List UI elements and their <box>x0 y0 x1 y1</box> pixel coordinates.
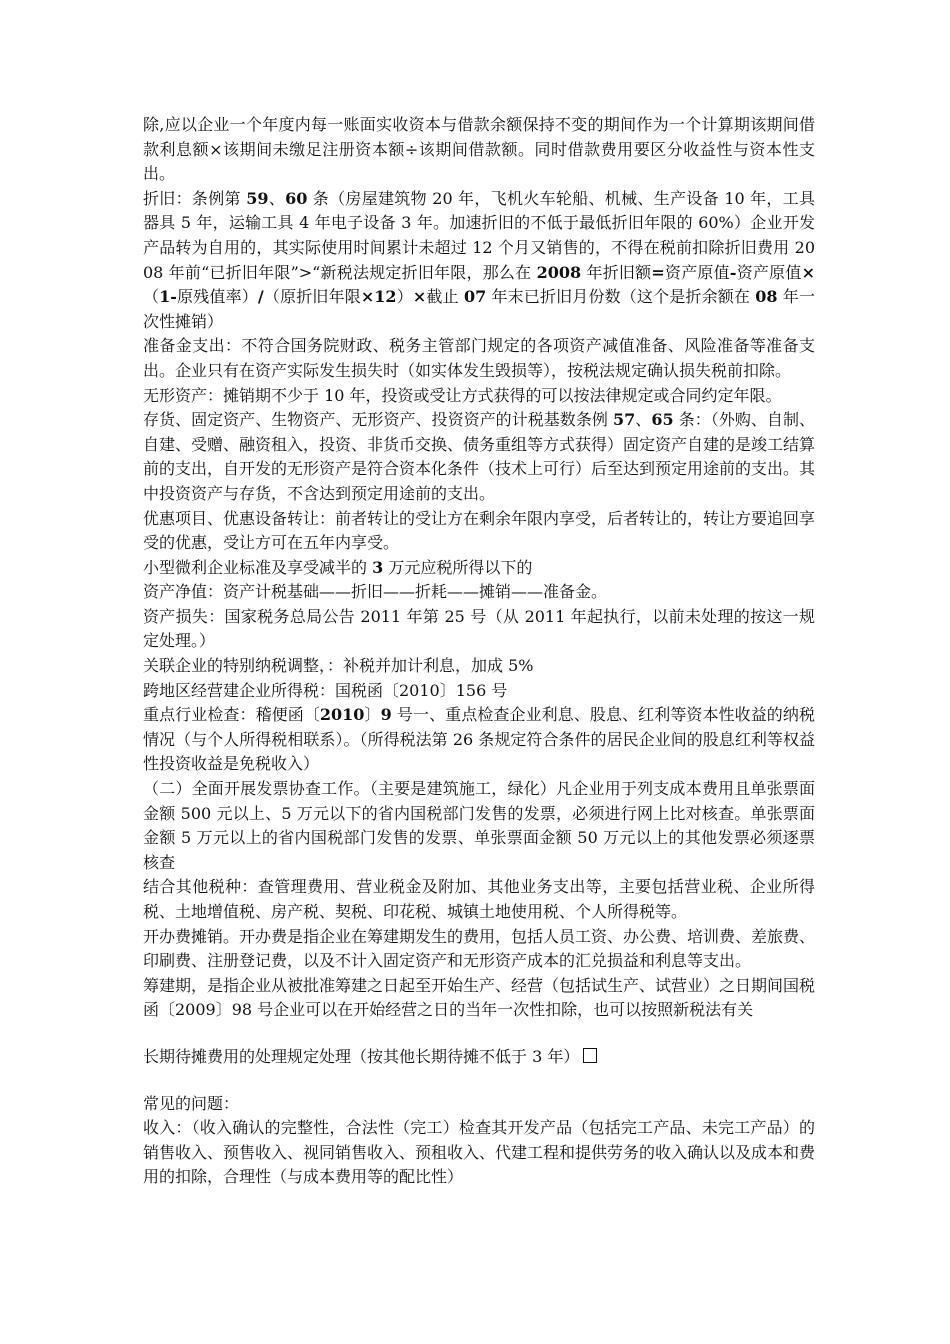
text-run: 优惠项目、优惠设备转让：前者转让的受让方在剩余年限内享受，后者转让的，转让方要追回享受的优惠，受让方可在五年内享受。 <box>143 508 816 553</box>
paragraph <box>143 408 815 506</box>
bold-text: × <box>412 287 427 307</box>
text-run: ） <box>396 287 413 307</box>
text-run: 条：（外购、自制、自建、受赠、融资租入，投资、非货币交换、债务重组等方式获得）固定资产自建的是竣工结算前的支出，自开发的无形资产是符合资本化条件（技术上可行）后至达到预定用途前的支出。其中投资资产与存货，不含达到预定用途前的支出。 <box>143 410 816 503</box>
paragraph-gap <box>143 1070 815 1092</box>
bold-text: - <box>729 262 737 282</box>
paragraph <box>143 974 815 1023</box>
text-run: 收入：（收入确认的完整性，合法性（完工）检查其开发产品（包括完工产品、未完工产品）的销售收入、预售收入、视同销售收入、预租收入、代建工程和提供劳务的收入确认以及成本和费用的扣除，合理性（与成本费用等的配比性） <box>143 1118 816 1187</box>
text-run: 常见的问题： <box>143 1093 240 1113</box>
text-run: 除,应以企业一个年度内每一账面实收资本与借款余额保持不变的期间作为一个计算期该期间借款利息额×该期间未缴足注册资本额÷该期间借款额。同时借款费用要区分收益性与资本性支出。 <box>143 115 815 184</box>
text-run: 重点行业检查：稽便函〔 <box>143 705 320 725</box>
text-run: 小型微利企业标准及享受减半的 <box>143 557 373 577</box>
bold-text: 08 <box>755 287 778 307</box>
text-run: 跨地区经营建企业所得税：国税函〔2010〕156 号 <box>143 680 508 700</box>
text-run: （原折旧年限 <box>263 287 361 307</box>
text-run: 、 <box>635 410 652 430</box>
bold-text: 9 <box>380 705 392 725</box>
bold-text: 2008 <box>536 262 582 282</box>
checkbox-square-icon <box>583 1048 597 1063</box>
document-body <box>143 113 815 1190</box>
paragraph <box>143 703 815 777</box>
paragraph <box>143 334 815 383</box>
paragraph <box>143 777 815 875</box>
text-run: 无形资产：摊销期不少于 10 年，投资或受让方式获得的可以按法律规定或合同约定年限。 <box>143 385 782 405</box>
text-run: 资产原值 <box>736 262 802 282</box>
paragraph <box>143 1092 815 1117</box>
text-run: （二）全面开展发票协查工作。（主要是建筑施工，绿化）凡企业用于列支成本费用且单张票面金额 500 元以上、5 万元以下的省内国税部门发售的发票，必须进行网上比对核查。单张票面金额 5 万元以上的省内国税部门发售的发票、单张票面金额 50 万元以上的其他发票必须逐票核查 <box>143 779 815 872</box>
text-run: 资产损失：国家税务总局公告 2011 年第 25 号（从 2011 年起执行，以前未处理的按这一规定处理。） <box>143 606 815 651</box>
text-run: 准备金支出：不符合国务院财政、税务主管部门规定的各项资产减值准备、风险准备等准备支出。企业只有在资产实际发生损失时（如实体发生毁损等），按税法规定确认损失税前扣除。 <box>143 336 815 380</box>
bold-text: = <box>651 262 665 282</box>
text-run: 开办费摊销。开办费是指企业在筹建期发生的费用，包括人员工资、办公费、培训费、差旅费、印刷费、注册登记费，以及不计入固定资产和无形资产成本的汇兑损益和利息等支出。 <box>143 926 816 971</box>
text-run: 结合其他税种：查管理费用、营业税金及附加、其他业务支出等，主要包括营业税、企业所得税、土地增值税、房产税、契税、印花税、城镇土地使用税、个人所得税等。 <box>143 877 815 921</box>
bold-text: 2010 <box>319 705 365 725</box>
bold-text: 1- <box>159 287 177 307</box>
text-run: 截止 <box>426 287 464 307</box>
text-run: 万元应税所得以下的 <box>383 557 533 577</box>
text-run: 存货、固定资产、生物资产、无形资产、投资资产的计税基数条例 <box>143 410 614 430</box>
bold-text: / <box>257 287 264 307</box>
paragraph <box>143 187 815 335</box>
text-run: 关联企业的特别纳税调整，：补税并加计利息，加成 5% <box>143 656 534 676</box>
text-run: 长期待摊费用的处理规定处理（按其他长期待摊不低于 3 年） <box>143 1046 580 1066</box>
text-run: 资产原值 <box>664 262 730 282</box>
paragraph <box>143 925 815 974</box>
paragraph <box>143 875 815 924</box>
paragraph <box>143 113 815 187</box>
bold-text: 57 <box>613 410 636 430</box>
paragraph <box>143 654 815 679</box>
paragraph <box>143 507 815 556</box>
bold-text: × <box>801 262 815 282</box>
paragraph-gap <box>143 1023 815 1045</box>
paragraph <box>143 384 815 409</box>
text-run: 年一次性摊销） <box>143 287 815 331</box>
text-run: 筹建期，是指企业从被批准筹建之日起至开始生产、经营（包括试生产、试营业）之日期间国税函〔2009〕98 号企业可以在开始经营之日的当年一次性扣除，也可以按照新税法有关 <box>143 975 816 1020</box>
text-run: 折旧：条例第 <box>143 188 247 208</box>
bold-text: 60 <box>285 188 308 208</box>
text-run: 〕 <box>364 705 381 725</box>
paragraph <box>143 679 815 704</box>
text-run: 号一、重点检查企业利息、股息、红利等资本性收益的纳税情况（与个人所得税相联系）。（所得税法第 26 条规定符合条件的居民企业间的股息红利等权益性投资收益是免税收入） <box>143 705 815 774</box>
text-run: 年末已折旧月份数（这个是折余额在 <box>486 287 756 307</box>
text-run: 原残值率） <box>176 287 258 307</box>
bold-text: 59 <box>246 188 269 208</box>
bold-text: 3 <box>372 557 384 577</box>
text-run: 资产净值：资产计税基础——折旧——折耗——摊销——准备金。 <box>143 582 608 602</box>
paragraph <box>143 556 815 581</box>
paragraph <box>143 580 815 605</box>
paragraph <box>143 1045 815 1070</box>
paragraph <box>143 1116 815 1190</box>
paragraph <box>143 605 815 654</box>
text-run: 条（房屋建筑物 20 年，飞机火车轮船、机械、生产设备 10 年，工具器具 5 年，运输工具 4 年电子设备 3 年。加速折旧的不低于最低折旧年限的 60%）企业开发产品转为自用的，其实际使用时间累计未超过 12 个月又销售的，不得在税前扣除折旧费用 2008 年前“已折旧年限”>“新税法规定折旧年限，那么在 <box>143 188 815 282</box>
text-run: 、 <box>268 188 286 208</box>
bold-text: 07 <box>464 287 487 307</box>
bold-text: 65 <box>651 410 674 430</box>
bold-text: ×12 <box>360 287 397 307</box>
text-run: 年折旧额 <box>581 262 652 282</box>
text-run: （ <box>143 287 160 307</box>
